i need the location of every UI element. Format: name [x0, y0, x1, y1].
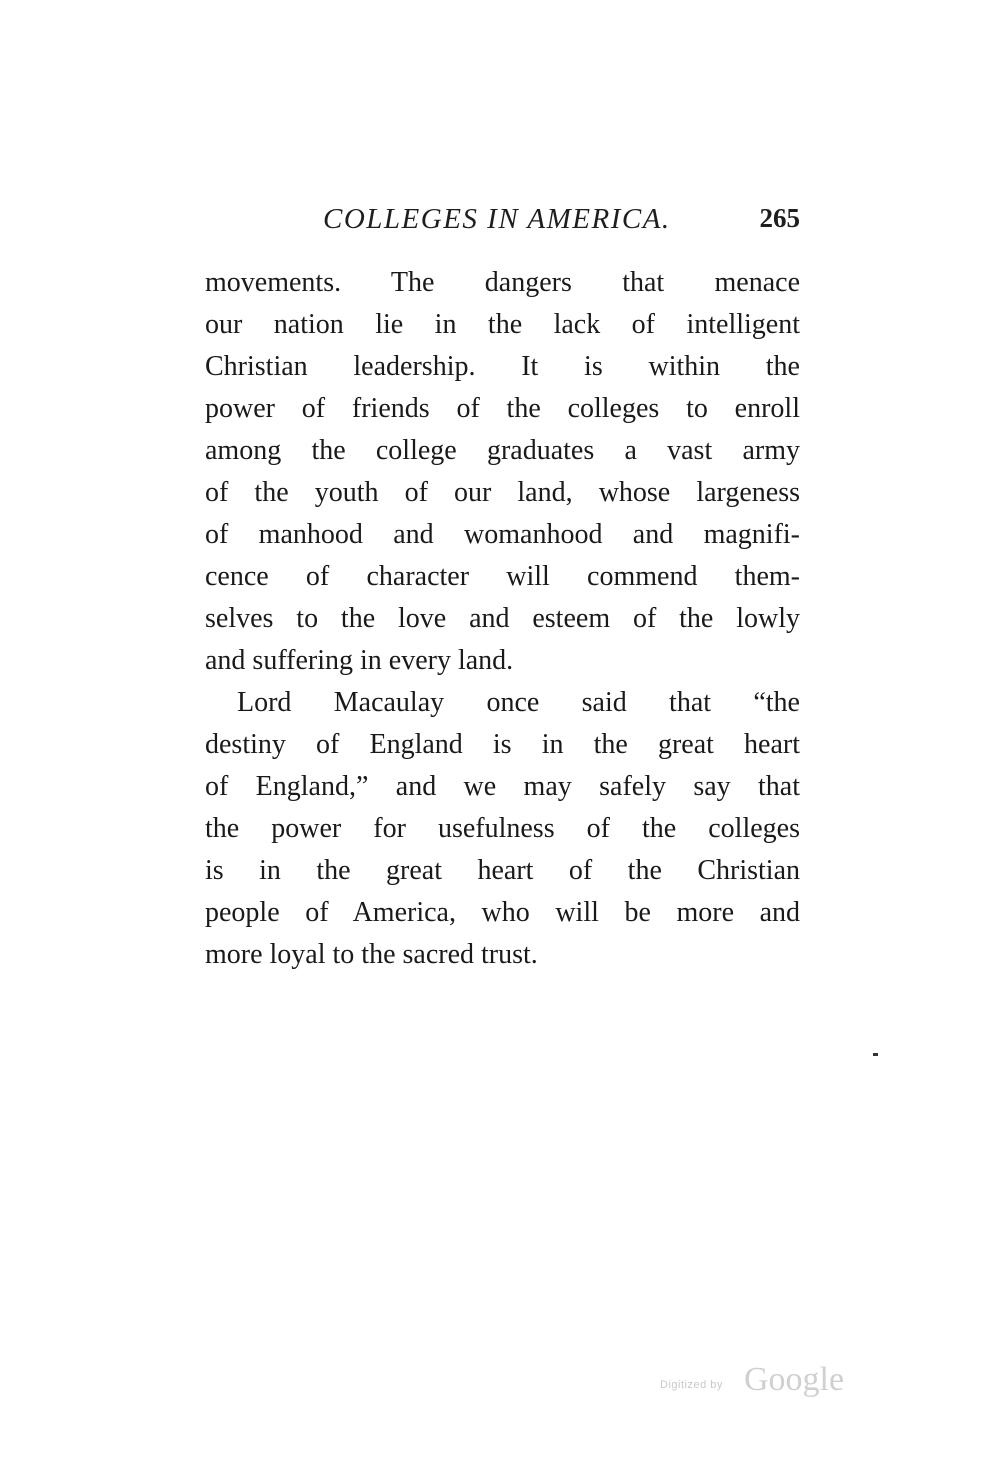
text-line: of England,” and we may safely say that [205, 771, 800, 802]
watermark-prefix: Digitized by [660, 1379, 723, 1391]
running-title: COLLEGES IN AMERICA. [323, 203, 671, 235]
page-number: 265 [759, 203, 800, 233]
text-line: power of friends of the colleges to enroll [205, 393, 800, 424]
text-line: of manhood and womanhood and magnifi- [205, 519, 800, 550]
text-line: our nation lie in the lack of intelligent [205, 309, 800, 340]
text-line: the power for usefulness of the colleges [205, 813, 800, 844]
text-line: destiny of England is in the great heart [205, 729, 800, 760]
paragraph [205, 682, 800, 976]
body-text [205, 262, 800, 976]
running-head [205, 203, 800, 243]
text-line: more loyal to the sacred trust. [205, 939, 538, 970]
text-line: is in the great heart of the Christian [205, 855, 800, 886]
text-line: cence of character will commend them- [205, 561, 800, 592]
text-line: Christian leadership. It is within the [205, 351, 800, 382]
scan-speck [873, 1053, 878, 1056]
text-line: among the college graduates a vast army [205, 435, 800, 466]
text-line: Lord Macaulay once said that “the [237, 687, 800, 718]
text-line: of the youth of our land, whose largeness [205, 477, 800, 508]
text-line: and suffering in every land. [205, 645, 514, 676]
watermark-brand: Google [744, 1361, 845, 1398]
text-line: people of America, who will be more and [205, 897, 800, 928]
paragraph [205, 262, 800, 682]
digitization-watermark [660, 1357, 860, 1401]
text-line: movements. The dangers that menace [205, 267, 800, 298]
text-line: selves to the love and esteem of the lowly [205, 603, 800, 634]
